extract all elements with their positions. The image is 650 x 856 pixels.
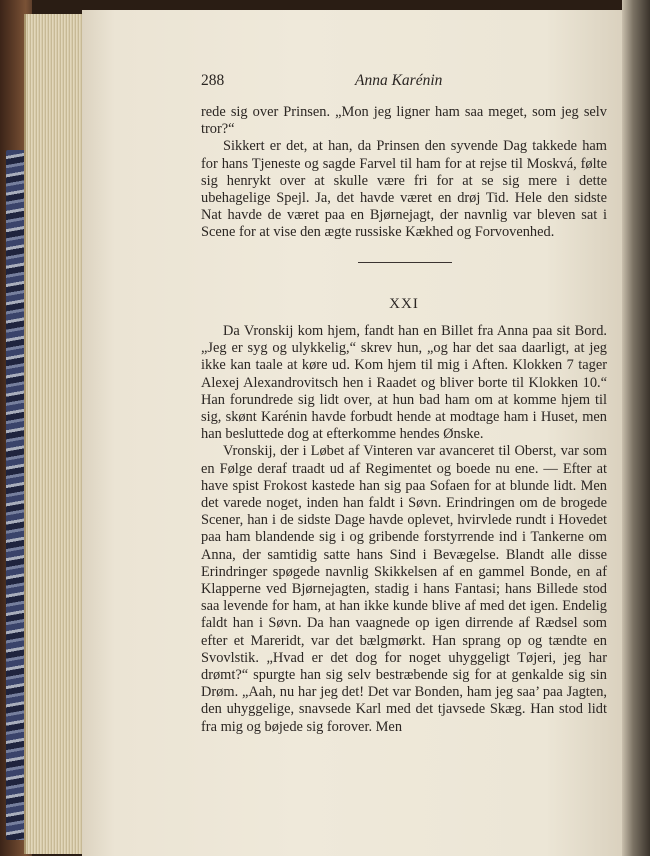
section-divider — [358, 262, 452, 263]
text-block-top — [201, 104, 607, 242]
page-header — [201, 72, 607, 92]
chapter-heading: XXI — [389, 296, 419, 312]
page-edges — [24, 14, 88, 854]
paragraph: Da Vronskij kom hjem, fandt han en Billet fra Anna paa sit Bord. „Jeg er syg og ulykkelig,“ skrev hun, „og har det saa daarligt, at jeg ikke kan taale at køre ud. Kom hjem til mig i Aften. Klokken 7 tager Alexej Alexandrovitsch hen i Raadet og bliver borte til Klokken 10.“ Han forundrede sig lidt over, at hun bad ham om at komme hjem til sig, skønt Karénin havde forbudt hende at modtage ham i Huset, men han besluttede dog at efterkomme hendes Ønske. — [201, 323, 607, 443]
running-title: Anna Karénin — [355, 72, 443, 89]
paragraph: rede sig over Prinsen. „Mon jeg ligner ham saa meget, som jeg selv tror?“ — [201, 104, 607, 138]
text-block-chapter — [201, 323, 607, 736]
paragraph: Sikkert er det, at han, da Prinsen den syvende Dag takkede ham for hans Tjeneste og sagde Farvel til ham for at rejse til Moskvá, følte sig henrykt over at skulle være fri for at se sig mere i dette ubehagelige Spejl. Ja, det havde været en drøj Tid. Hele den sidste Nat havde de været paa en Bjørnejagt, der navnlig var bleven sat i Scene for at vise den ægte russiske Kækhed og Forvovenhed. — [201, 138, 607, 241]
gutter-shadow — [622, 0, 650, 856]
page-number: 288 — [201, 72, 225, 89]
paragraph: Vronskij, der i Løbet af Vinteren var avanceret til Oberst, var som en Følge deraf traadt ud af Regimentet og boede nu ene. — Efter at have spist Frokost kastede han sig paa Sofaen for at blunde lidt. Men det varede noget, inden han faldt i Søvn. Erindringen om de brogede Scener, han i de sidste Dage havde oplevet, hvirvlede rundt i Hovedet paa ham blandende sig i og gribende forstyrrende ind i Tankerne om Anna, der samtidig satte hans Sind i Bevægelse. Blandt alle disse Erindringer spøgede navnlig Skikkelsen af en gammel Bonde, en af Klapperne ved Bjørnejagten, stadig i hans Fantasi; hans Billede stod saa levende for ham, at han ikke kunde blive af med det igen. Endelig faldt han i Søvn. Da han vaagnede op igen dirrende af Rædsel som efter et Mareridt, var det bælgmørkt. Han sprang op og tændte en Svovlstik. „Hvad er det dog for noget uhyggeligt Tøjeri, jeg har drømt?“ spurgte han sig selv bestræbende sig for at genkalde sig sin Drøm. „Aah, nu har jeg det! Det var Bonden, ham jeg saa’ paa Jagten, den uhyggelige, snavsede Karl med det tjavsede Skæg. Han stod lidt fra mig og bøjede sig forover. Men — [201, 443, 607, 735]
